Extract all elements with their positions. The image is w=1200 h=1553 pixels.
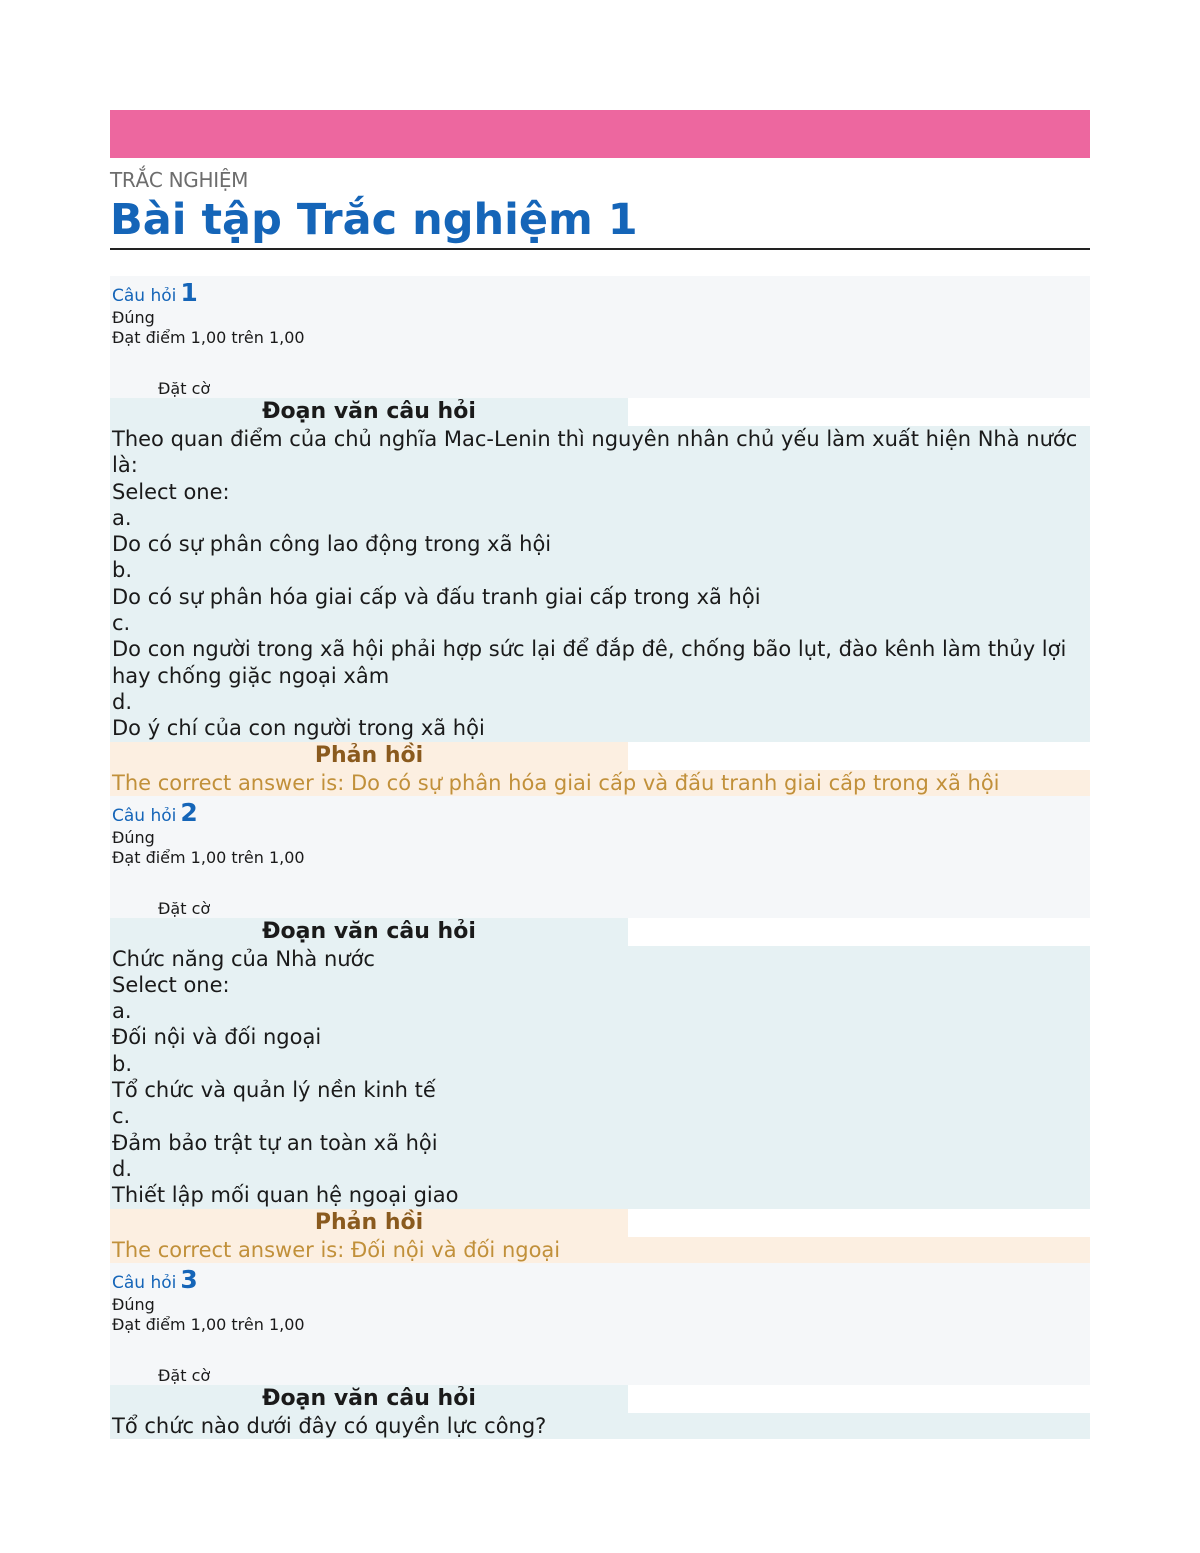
- option-text[interactable]: Do có sự phân hóa giai cấp và đấu tranh giai cấp trong xã hội: [112, 584, 761, 609]
- option-letter[interactable]: d.: [112, 689, 133, 714]
- question-text: Tổ chức nào dưới đây có quyền lực công?: [112, 1413, 547, 1438]
- question-block: [110, 796, 1090, 1263]
- question-label: Câu hỏi 3: [112, 1264, 198, 1294]
- question-label: Câu hỏi 1: [112, 278, 198, 307]
- question-text: Chức năng của Nhà nước: [112, 946, 375, 971]
- question-info: [110, 1263, 1090, 1385]
- question-number: 2: [180, 797, 198, 827]
- question-body: [110, 1413, 1090, 1439]
- question-grade: Đạt điểm 1,00 trên 1,00: [112, 1314, 305, 1334]
- option-text[interactable]: Do ý chí của con người trong xã hội: [112, 716, 485, 741]
- header-banner: [110, 110, 1090, 158]
- question-text-heading: Đoạn văn câu hỏi: [110, 398, 628, 426]
- question-info: [110, 276, 1090, 398]
- flag-question-link[interactable]: Đặt cờ: [158, 379, 211, 398]
- option-text[interactable]: Đảm bảo trật tự an toàn xã hội: [112, 1130, 438, 1155]
- option-letter[interactable]: c.: [112, 1104, 131, 1129]
- option-letter[interactable]: b.: [112, 558, 133, 583]
- option-letter[interactable]: a.: [112, 505, 132, 530]
- question-label: Câu hỏi 2: [112, 797, 198, 827]
- question-body: [110, 946, 1090, 1209]
- question-body: [110, 426, 1090, 742]
- category-label: TRẮC NGHIỆM: [110, 168, 249, 192]
- select-one-prompt: Select one:: [112, 972, 230, 997]
- question-text: Theo quan điểm của chủ nghĩa Mac-Lenin thì nguyên nhân chủ yếu làm xuất hiện Nhà nước là:: [112, 427, 1078, 478]
- question-state: Đúng: [112, 827, 155, 847]
- quiz-review-page: [110, 110, 1090, 1439]
- feedback-heading: Phản hồi: [110, 742, 628, 770]
- question-text-heading: Đoạn văn câu hỏi: [110, 918, 628, 946]
- option-text[interactable]: Đối nội và đối ngoại: [112, 1025, 322, 1050]
- question-block: [110, 1263, 1090, 1439]
- option-text[interactable]: Tổ chức và quản lý nền kinh tế: [112, 1078, 436, 1103]
- option-text[interactable]: Do con người trong xã hội phải hợp sức lại để đắp đê, chống bão lụt, đào kênh làm thủy lợi hay chống giặc ngoại xâm: [112, 637, 1067, 688]
- flag-question-link[interactable]: Đặt cờ: [158, 898, 211, 918]
- correct-answer: The correct answer is: Do có sự phân hóa giai cấp và đấu tranh giai cấp trong xã hội: [110, 770, 1090, 796]
- option-text[interactable]: Do có sự phân công lao động trong xã hội: [112, 532, 552, 557]
- question-info: [110, 796, 1090, 918]
- question-number: 1: [180, 278, 198, 307]
- flag-question-link[interactable]: Đặt cờ: [158, 1365, 211, 1385]
- option-letter[interactable]: d.: [112, 1156, 133, 1181]
- select-one-prompt: Select one:: [112, 479, 230, 504]
- option-letter[interactable]: a.: [112, 999, 132, 1024]
- question-block: [110, 276, 1090, 796]
- option-text[interactable]: Thiết lập mối quan hệ ngoại giao: [112, 1183, 459, 1208]
- correct-answer: The correct answer is: Đối nội và đối ngoại: [110, 1237, 1090, 1263]
- option-letter[interactable]: c.: [112, 611, 131, 636]
- option-letter[interactable]: b.: [112, 1051, 133, 1076]
- question-state: Đúng: [112, 308, 155, 327]
- question-text-heading: Đoạn văn câu hỏi: [110, 1385, 628, 1413]
- page-title: Bài tập Trắc nghiệm 1: [110, 194, 1090, 250]
- question-number: 3: [180, 1264, 198, 1294]
- question-state: Đúng: [112, 1294, 155, 1314]
- question-grade: Đạt điểm 1,00 trên 1,00: [112, 847, 305, 867]
- question-grade: Đạt điểm 1,00 trên 1,00: [112, 328, 305, 347]
- feedback-heading: Phản hồi: [110, 1209, 628, 1237]
